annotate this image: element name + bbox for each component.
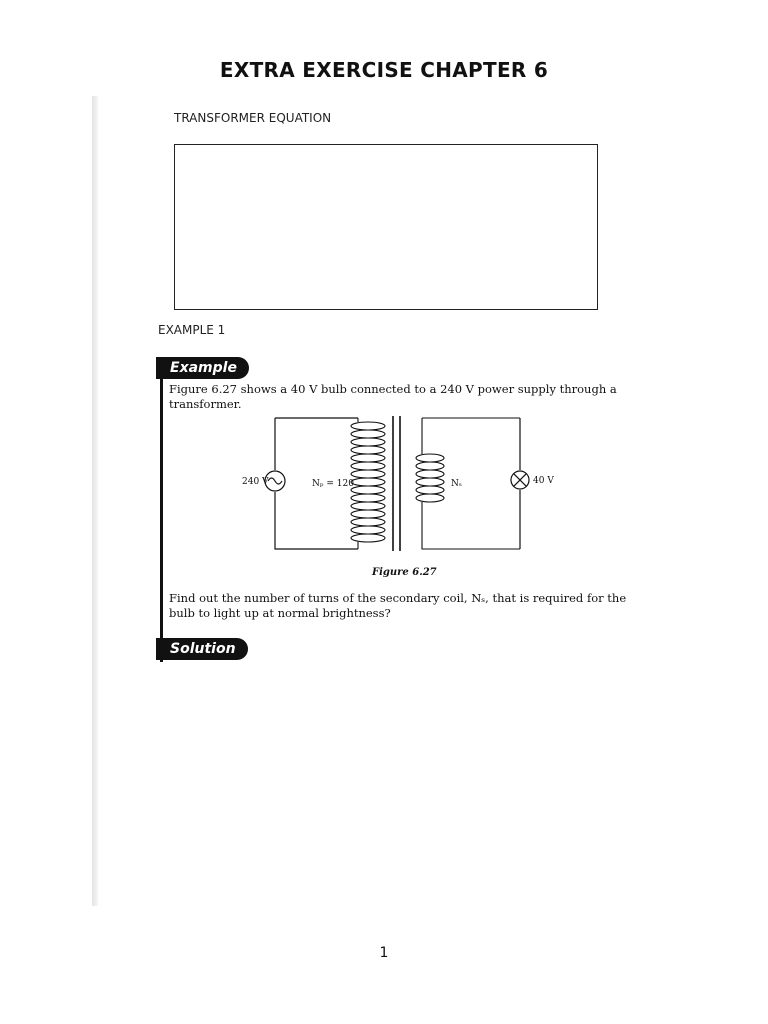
- figure-caption: Figure 6.27: [372, 567, 437, 578]
- example-statement: Figure 6.27 shows a 40 V bulb connected to a 240 V power supply through a transformer.: [169, 382, 617, 411]
- secondary-coil: [416, 418, 520, 549]
- page-title: EXTRA EXERCISE CHAPTER 6: [219, 58, 549, 82]
- bulb-symbol: [511, 471, 529, 489]
- section-heading: TRANSFORMER EQUATION: [174, 111, 332, 125]
- primary-coil: [351, 418, 385, 549]
- bulb-voltage-label: 40 V: [533, 476, 554, 486]
- supply-voltage-label: 240 V: [242, 477, 269, 487]
- equation-answer-box: [174, 144, 598, 310]
- example-question: Find out the number of turns of the secondary coil, Nₛ, that is required for the bulb to light up at normal brightness?: [169, 591, 627, 620]
- example-label: EXAMPLE 1: [158, 323, 226, 337]
- example-tab: Example: [156, 357, 249, 379]
- transformer-circuit-diagram: [230, 410, 570, 560]
- secondary-turns-label: Nₛ: [451, 479, 462, 489]
- page-number: 1: [379, 945, 389, 961]
- transformer-core: [393, 416, 400, 551]
- solution-tab: Solution: [156, 638, 248, 660]
- example-margin-bar: [160, 370, 163, 662]
- primary-turns-label: Nₚ = 120: [312, 479, 354, 489]
- scan-edge-shadow: [92, 96, 98, 906]
